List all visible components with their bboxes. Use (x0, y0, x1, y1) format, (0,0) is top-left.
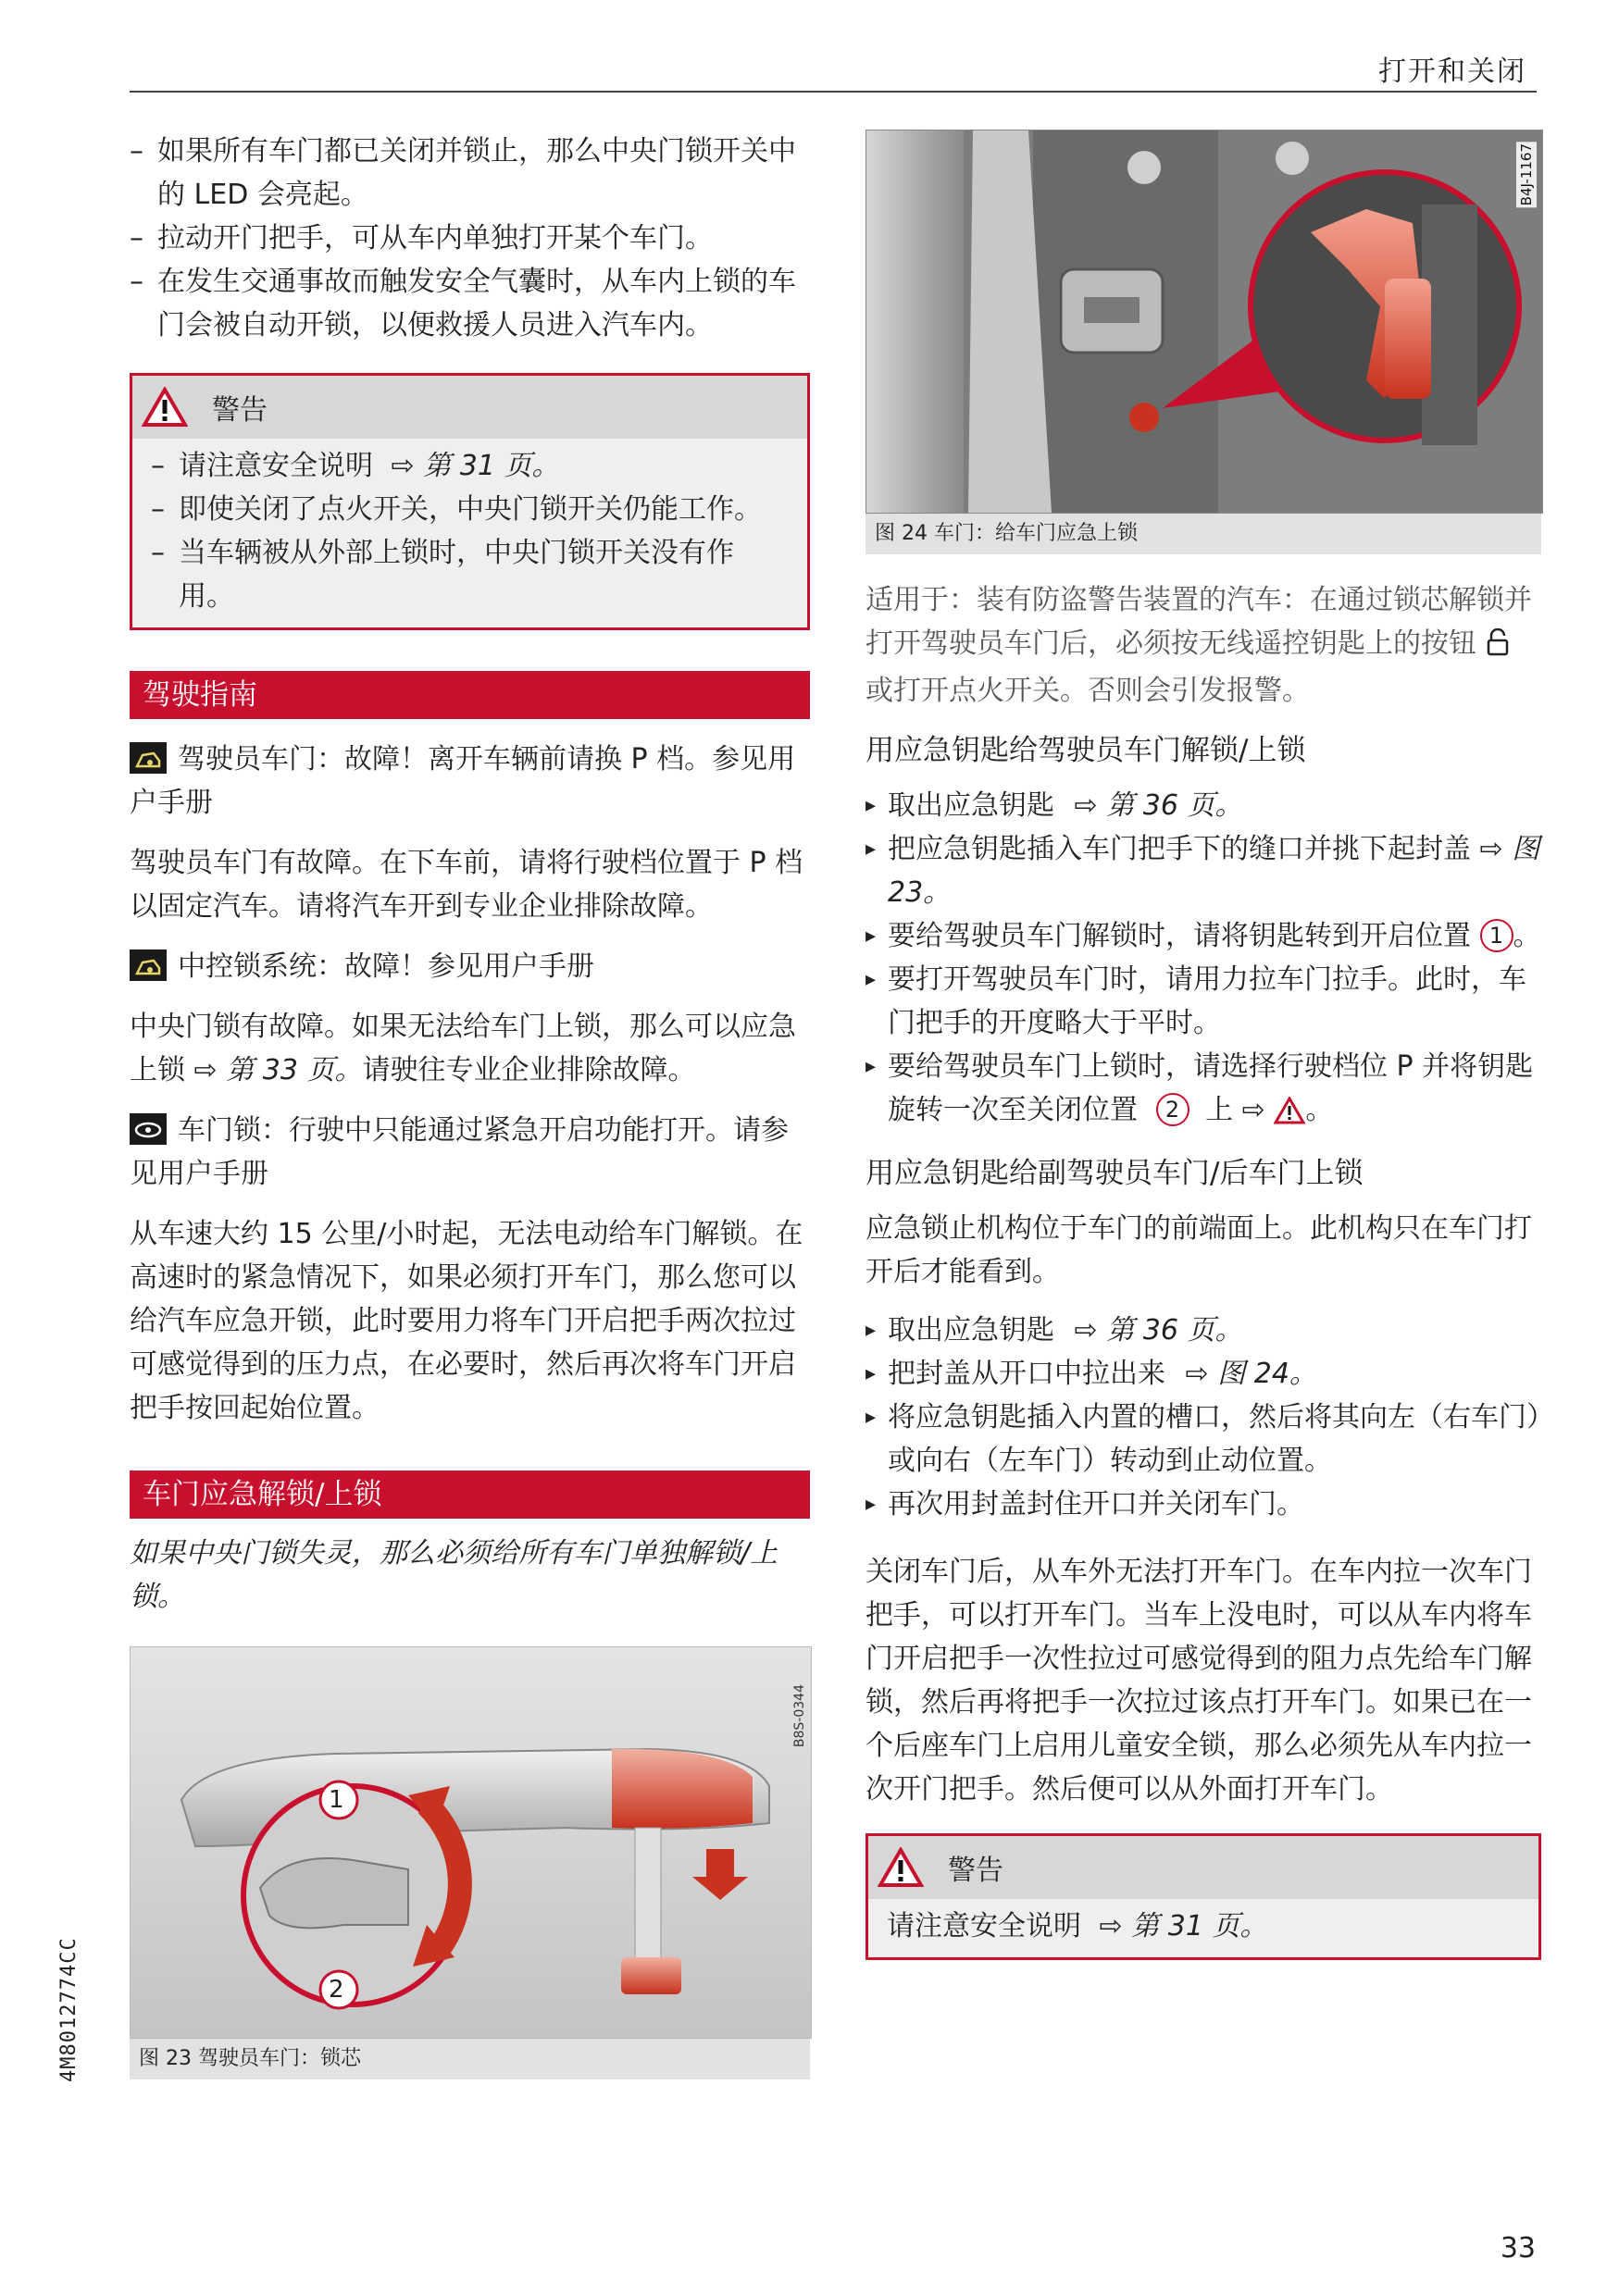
position-1-marker: 1 (1480, 919, 1513, 952)
step-text: 取出应急钥匙 (888, 789, 1054, 822)
message-text: 车门锁：行驶中只能通过紧急开启功能打开。请参见用户手册 (130, 1114, 789, 1190)
paragraph (130, 1005, 810, 1092)
subsection-heading: 用应急钥匙给驾驶员车门解锁/上锁 (866, 734, 1306, 767)
warning-text: 请注意安全说明 (887, 1910, 1081, 1942)
list-item (866, 1309, 1541, 1352)
list-item: ▸ 要打开驾驶员车门时，请用力拉车门拉手。此时，车门把手的开度略大于平时。 (866, 958, 1541, 1045)
step-list (866, 1309, 1541, 1526)
list-item (866, 784, 1541, 827)
paragraph-text: 中央门锁有故障。如果无法给车门上锁，那么可以应急上锁 (130, 1011, 796, 1086)
figure-reference-link[interactable]: ⇨ 图 23。 (888, 833, 1540, 909)
door-lock-icon (130, 1113, 167, 1145)
list-item (866, 827, 1541, 914)
list-item (151, 444, 789, 488)
warning-body (132, 439, 807, 627)
warning-box (130, 373, 810, 630)
step-text: 把封盖从开口中拉出来 (888, 1358, 1165, 1390)
figure-code: B4J-1167 (1518, 143, 1535, 206)
page-reference-link[interactable]: ⇨ 第 31 页。 (391, 450, 560, 482)
callout-2: 2 (329, 1976, 344, 2004)
paragraph-text: 请驶往专业企业排除故障。 (362, 1054, 696, 1086)
header-rule (130, 91, 1537, 93)
list-item: – 在发生交通事故而触发安全气囊时，从车内上锁的车门会被自动开锁，以便救援人员进入汽车内。 (130, 260, 810, 347)
step-text: 要给驾驶员车门解锁时，请将钥匙转到开启位置 (888, 920, 1471, 952)
running-header: 打开和关闭 (1378, 56, 1526, 88)
list-item: – 拉动开门把手，可从车内单独打开某个车门。 (130, 217, 810, 260)
page-reference-link[interactable]: ⇨ 第 36 页。 (1074, 1314, 1243, 1347)
page-reference-link[interactable]: ⇨ 第 33 页。 (193, 1054, 363, 1086)
paragraph: 应急锁止机构位于车门的前端面上。此机构只在车门打开后才能看到。 (866, 1212, 1532, 1288)
warning-title: 警告 (948, 1855, 1003, 1887)
door-handle-illustration (131, 1647, 811, 2038)
paragraph: 从车速大约 15 公里/小时起，无法电动给车门解锁。在高速时的紧急情况下，如果必须打开车门，那么您可以给汽车应急开锁，此时要用力将车门开启把手两次拉过可感觉得到的压力点，在必要时，然后再次将车门开启把手按回起始位置。 (130, 1218, 803, 1424)
section-heading: 车门应急解锁/上锁 (130, 1471, 810, 1519)
position-2-marker: 2 (1156, 1093, 1189, 1126)
warning-icon (142, 387, 188, 428)
section-heading: 驾驶指南 (130, 671, 810, 719)
warning-header (132, 376, 807, 439)
list-item: ▸ 将应急钥匙插入内置的槽口，然后将其向左（右车门）或向右（左车门）转动到止动位置。 (866, 1396, 1541, 1483)
figure-23-caption: 图 23 驾驶员车门：锁芯 (130, 2039, 810, 2079)
step-text: 上 ⇨ (1205, 1094, 1265, 1126)
central-lock-fault-icon (130, 949, 167, 981)
callout-1: 1 (329, 1786, 344, 1814)
message-text: 驾驶员车门：故障！离开车辆前请换 P 档。参见用户手册 (130, 743, 796, 819)
list-item (866, 1352, 1541, 1396)
message-text: 中控锁系统：故障！参见用户手册 (178, 950, 594, 983)
step-text: 把应急钥匙插入车门把手下的缝口并挑下起封盖 (888, 833, 1471, 865)
warning-text: 请注意安全说明 (179, 450, 373, 482)
paragraph: 关闭车门后，从车外无法打开车门。在车内拉一次车门把手，可以打开车门。当车上没电时，可以从车内将车门开启把手一次性拉过可感觉得到的阻力点先给车门解锁，然后再将把手一次拉过该点打开车门。如果已在一个后座车门上启用儿童安全锁，那么必须先从车内拉一次开门把手。然后便可以从外面打开车门。 (866, 1556, 1532, 1806)
list-item: – 即使关闭了点火开关，中央门锁开关仍能工作。 (151, 488, 789, 531)
section-intro: 如果中央门锁失灵，那么必须给所有车门单独解锁/上锁。 (130, 1537, 778, 1613)
list-item: ▸ 再次用封盖封住开口并关闭车门。 (866, 1483, 1541, 1526)
page-number: 33 (1500, 2232, 1536, 2265)
paragraph: 驾驶员车门有故障。在下车前，请将行驶档位置于 P 档以固定汽车。请将汽车开到专业企业排除故障。 (130, 847, 803, 923)
warning-icon (878, 1847, 924, 1888)
intro-list (130, 130, 810, 347)
paragraph-text: 适用于：装有防盗警告装置的汽车：在通过锁芯解锁并打开驾驶员车门后，必须按无线遥控钥匙上的按钮 (866, 584, 1532, 660)
list-item: – 当车辆被从外部上锁时，中央门锁开关没有作用。 (151, 531, 789, 618)
warning-message (130, 738, 810, 825)
door-emergency-lock-illustration (866, 130, 1542, 513)
figure-24-image (866, 130, 1543, 514)
warning-header (868, 1836, 1538, 1899)
warning-title: 警告 (212, 394, 268, 427)
list-item: ▸ 要给驾驶员车门上锁时，请选择行驶档位 P 并将钥匙旋转一次至关闭位置 2 上 ⇨ 。 (866, 1045, 1541, 1137)
step-list (866, 784, 1541, 1137)
paragraph-text: 或打开点火开关。否则会引发报警。 (866, 675, 1310, 707)
applicability-paragraph (866, 578, 1541, 713)
step-text: 要给驾驶员车门上锁时，请选择行驶档位 P 并将钥匙旋转一次至关闭位置 (888, 1050, 1534, 1126)
right-column (866, 130, 1541, 1960)
page-reference-link[interactable]: ⇨ 第 36 页。 (1074, 789, 1243, 822)
figure-23-image (130, 1646, 812, 2039)
warning-body (868, 1899, 1538, 1957)
step-text: 取出应急钥匙 (888, 1314, 1054, 1347)
page-reference-link[interactable]: ⇨ 第 31 页。 (1099, 1910, 1268, 1942)
list-item: ▸ 要给驾驶员车门解锁时，请将钥匙转到开启位置 1 。 (866, 914, 1541, 958)
figure-reference-link[interactable]: ⇨ 图 24。 (1185, 1358, 1317, 1390)
figure-code: B8S-0344 (792, 1684, 807, 1748)
document-code: 4M8012774CC (57, 1937, 81, 2082)
unlock-button-icon (1486, 626, 1510, 669)
warning-message (130, 1109, 810, 1196)
warning-box (866, 1833, 1541, 1960)
warning-reference-icon[interactable] (1274, 1094, 1305, 1137)
figure-24-caption: 图 24 车门：给车门应急上锁 (866, 514, 1541, 554)
left-column (130, 130, 810, 2079)
list-item: – 如果所有车门都已关闭并锁止，那么中央门锁开关中的 LED 会亮起。 (130, 130, 810, 217)
subsection-heading: 用应急钥匙给副驾驶员车门/后车门上锁 (866, 1157, 1364, 1190)
door-fault-icon (130, 742, 167, 774)
warning-message (130, 945, 810, 988)
